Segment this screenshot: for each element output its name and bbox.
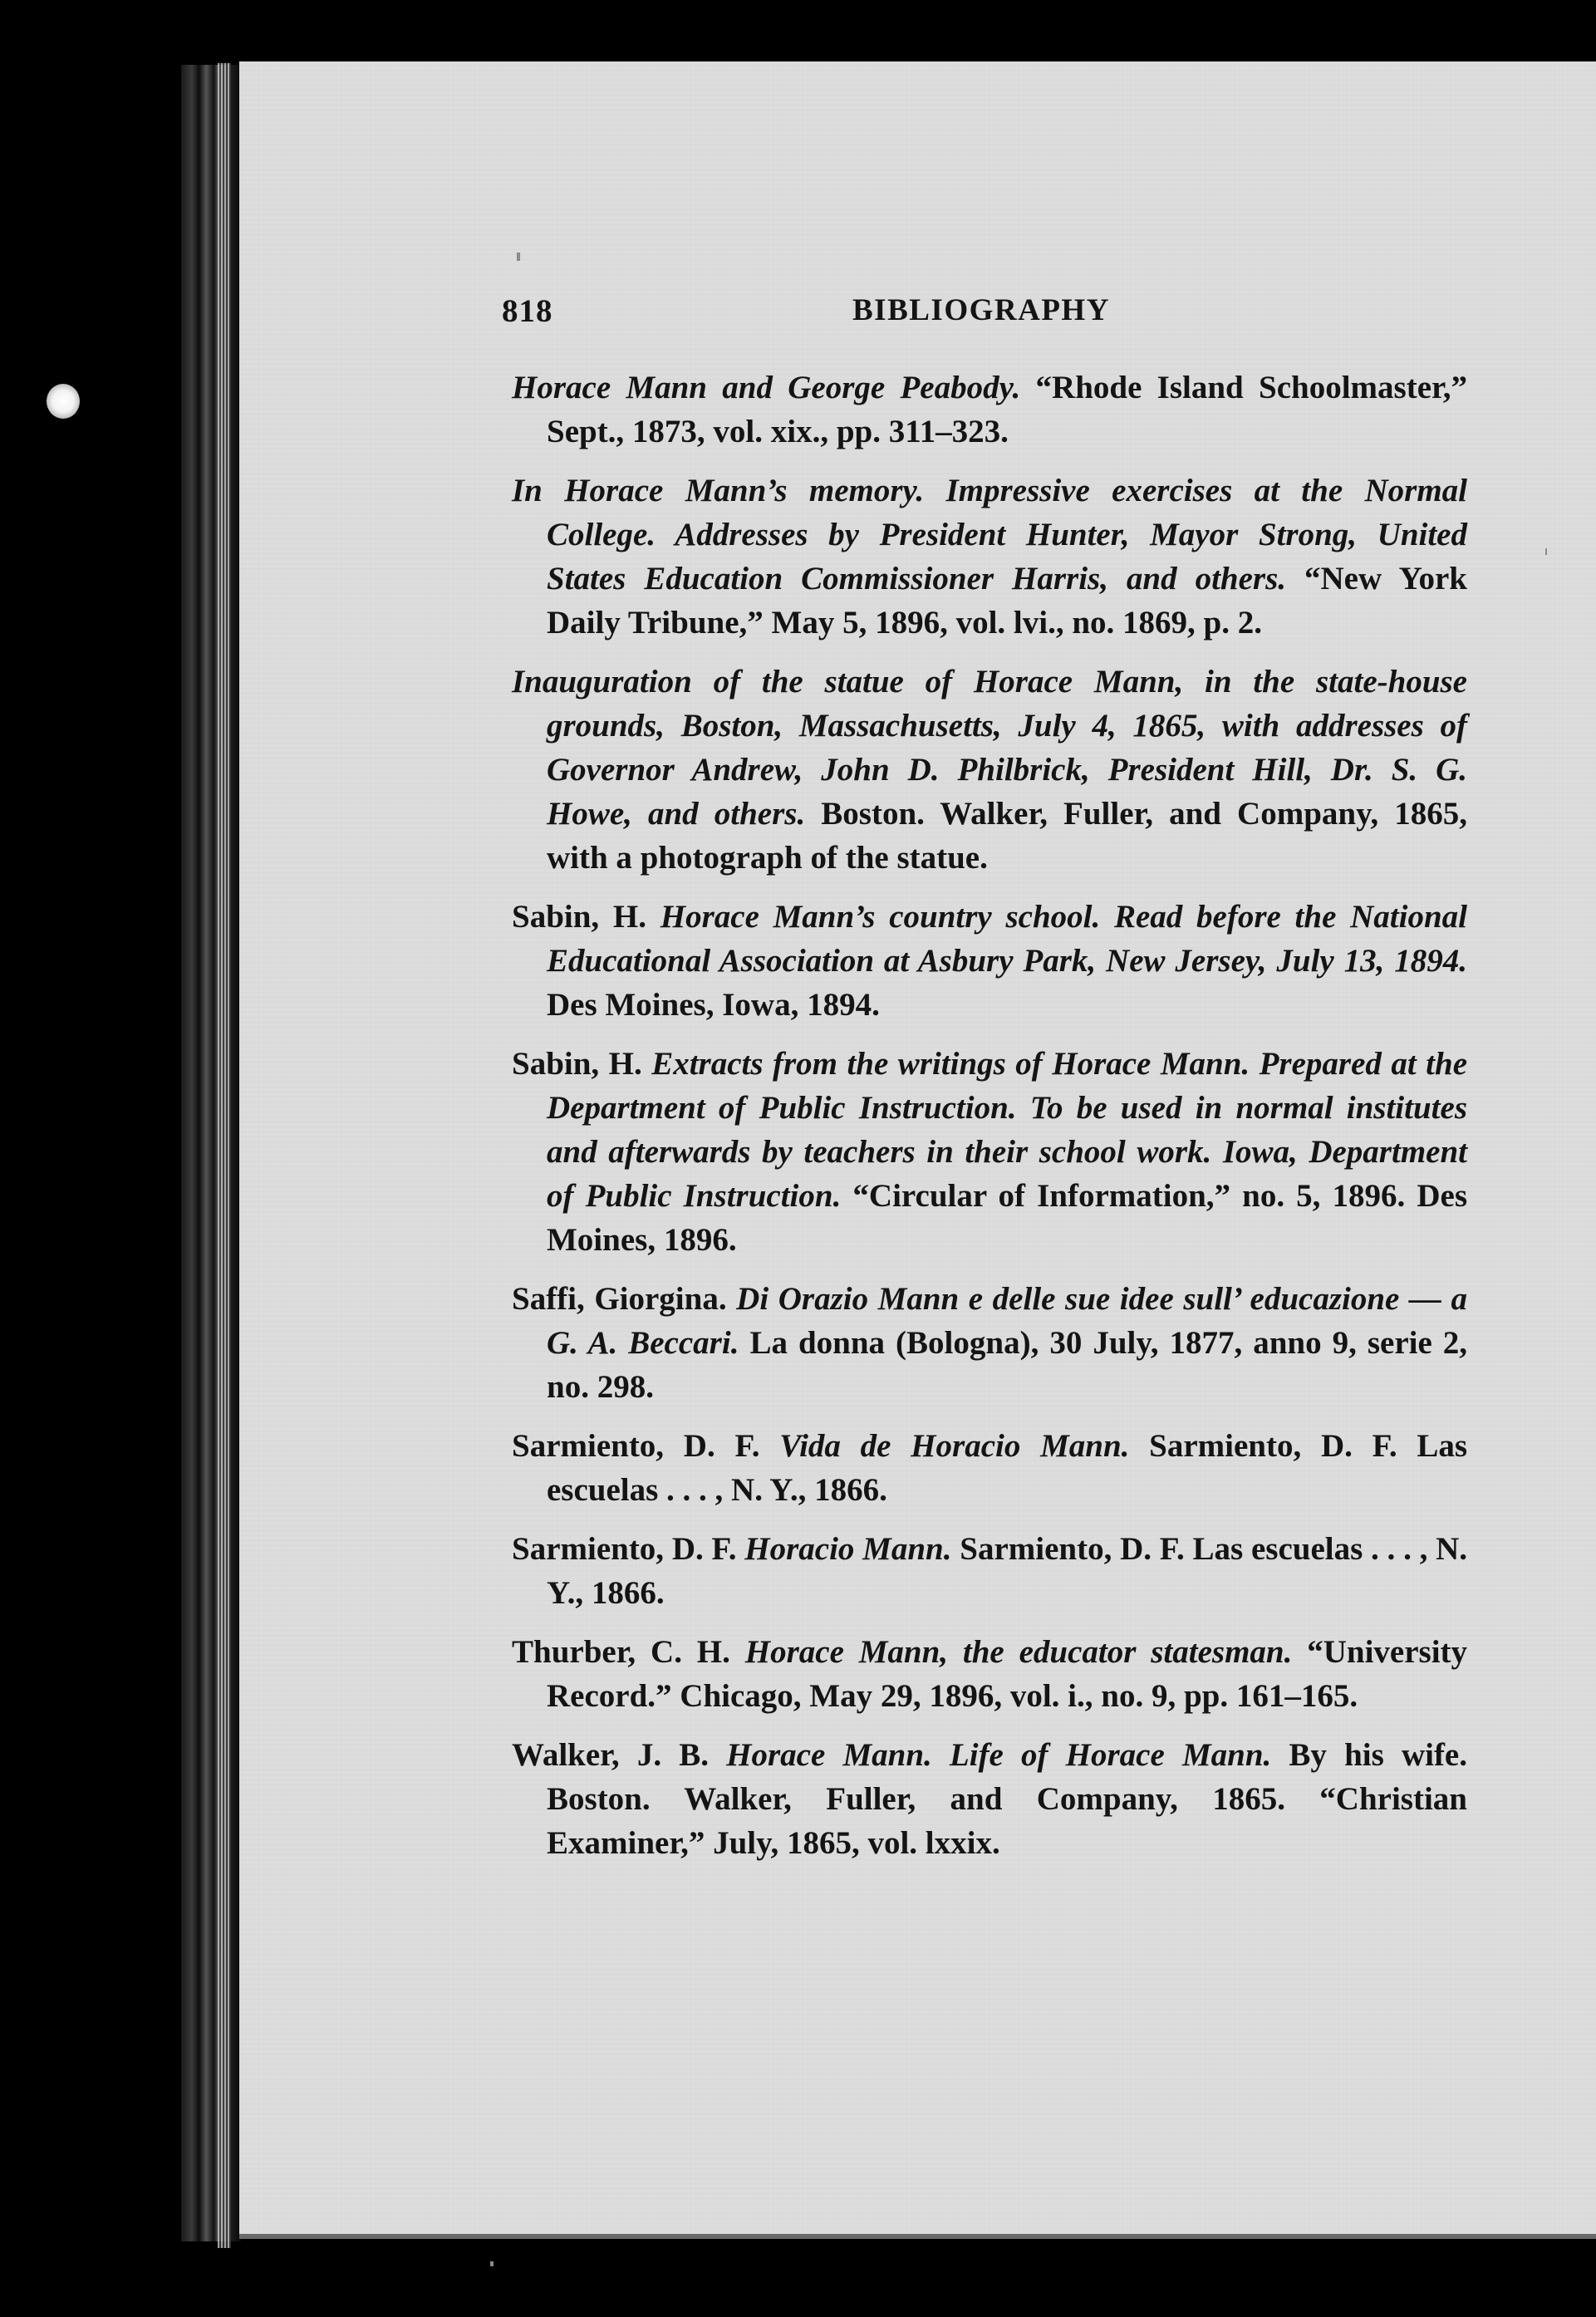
entry-details: Des Moines, Iowa, 1894.: [547, 987, 880, 1023]
entry-title: Extracts from the writings of Horace Mann. Prepared at the Department of Public Instruction. To be used in normal institutes and afterwards by teachers in their school work. Iowa, Department of Public Instruction.: [547, 1046, 1467, 1214]
entry-title: Di Orazio Mann e delle sue idee sull’ educazione — a G. A. Beccari.: [547, 1281, 1468, 1361]
bibliography-entry: [512, 1527, 1467, 1615]
bibliography-entry: [512, 660, 1467, 880]
bibliography-entry: [512, 895, 1467, 1027]
entry-details: “University Record.” Chicago, May 29, 1896, vol. i., no. 9, pp. 161–165.: [547, 1634, 1468, 1714]
scan-speck: [1545, 548, 1547, 555]
entry-details: “Circular of Information,” no. 5, 1896. Des Moines, 1896.: [547, 1178, 1467, 1258]
entry-title: Horace Mann and George Peabody.: [512, 370, 1021, 405]
entry-details: “Rhode Island Schoolmaster,” Sept., 1873, vol. xix., pp. 311–323.: [547, 370, 1467, 449]
page-number: 818: [502, 293, 553, 329]
entry-title: In Horace Mann’s memory. Impressive exercises at the Normal College. Addresses by President Hunter, Mayor Strong, United States Education Commissioner Harris, and others.: [512, 473, 1467, 596]
page-stack-edge: [218, 63, 231, 2248]
running-head: [502, 292, 1142, 334]
entry-author: Sabin, H.: [512, 1046, 642, 1082]
entry-author: Sabin, H.: [512, 899, 646, 935]
scan-punch-hole: [47, 384, 80, 419]
entry-details: Boston. Walker, Fuller, and Company, 1865, with a photograph of the statue.: [547, 796, 1468, 876]
entry-title: Horacio Mann.: [744, 1531, 952, 1567]
entry-author: Sarmiento, D. F.: [512, 1531, 737, 1567]
bibliography-entry: [512, 1042, 1467, 1262]
entry-title: Horace Mann’s country school. Read before the National Educational Association at Asbury Park, New Jersey, July 13, 1894.: [547, 899, 1468, 979]
entry-details: Sarmiento, D. F. Las escuelas . . . , N. Y., 1866.: [547, 1531, 1468, 1611]
entry-details: Sarmiento, D. F. Las escuelas . . . , N. Y., 1866.: [547, 1428, 1468, 1508]
entry-author: Thurber, C. H.: [512, 1634, 730, 1670]
bibliography-entry: [512, 1733, 1467, 1865]
entry-details: “New York Daily Tribune,” May 5, 1896, vol. lvi., no. 1869, p. 2.: [547, 561, 1467, 641]
bibliography-entry: [512, 1424, 1467, 1512]
running-title: BIBLIOGRAPHY: [852, 293, 1110, 327]
bibliography-entry: [512, 1277, 1467, 1409]
entry-details: La donna (Bologna), 30 July, 1877, anno 9, serie 2, no. 298.: [547, 1325, 1468, 1405]
entry-title: Vida de Horacio Mann.: [779, 1428, 1130, 1464]
bibliography-entry: [512, 469, 1467, 645]
page-bottom-shadow: [239, 2234, 1596, 2239]
entry-title: Horace Mann, the educator statesman.: [744, 1634, 1293, 1670]
entry-details: By his wife. Boston. Walker, Fuller, and Company, 1865. “Christian Examiner,” July, 1865, vol. lxxix.: [547, 1737, 1467, 1861]
scan-speck: [490, 2261, 494, 2266]
entry-title: Inauguration of the statue of Horace Mann, in the state-house grounds, Boston, Massachusetts, July 4, 1865, with addresses of Governor Andrew, John D. Philbrick, President Hill, Dr. S. G. Howe, and others.: [512, 664, 1467, 832]
entry-author: Saffi, Giorgina.: [512, 1281, 727, 1317]
bibliography-entry: [512, 366, 1467, 454]
book-binding-edge: [181, 65, 241, 2241]
entry-author: Sarmiento, D. F.: [512, 1428, 760, 1464]
bibliography-entries: [512, 366, 1467, 1880]
scan-speck: [517, 253, 520, 261]
bibliography-entry: [512, 1630, 1467, 1718]
entry-author: Walker, J. B.: [512, 1737, 709, 1773]
entry-title: Horace Mann. Life of Horace Mann.: [726, 1737, 1272, 1773]
